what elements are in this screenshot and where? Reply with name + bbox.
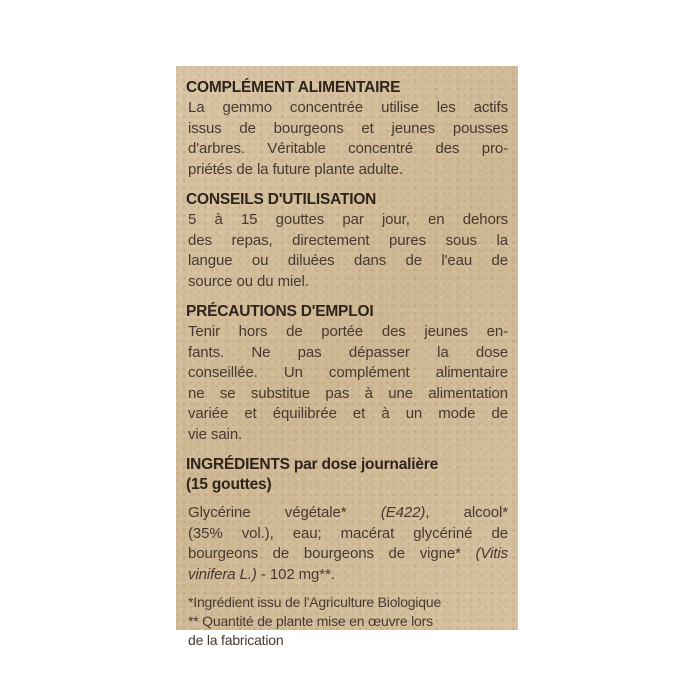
footnotes bbox=[188, 593, 508, 650]
ingredients-heading-dose: (15 gouttes) bbox=[186, 476, 272, 493]
conseils-line-2: des repas, directement pures sous la bbox=[188, 231, 508, 249]
precautions-text bbox=[188, 322, 508, 445]
ingredients-line-1-a: Glycérine végétale* bbox=[188, 504, 381, 521]
complement-line-1: La gemmo concentrée utilise les actifs bbox=[188, 99, 508, 116]
conseils-heading: CONSEILS D'UTILISATION bbox=[186, 191, 377, 208]
complement-line-2: issus de bourgeons et jeunes pousses bbox=[188, 119, 508, 137]
ingredients-heading bbox=[186, 455, 508, 475]
spacer bbox=[186, 445, 508, 455]
ingredients-line-1-c: , alcool* bbox=[425, 504, 508, 521]
precautions-heading: PRÉCAUTIONS D'EMPLOI bbox=[186, 303, 374, 320]
precautions-line-4: ne se substitue pas à une alimentation bbox=[188, 384, 508, 402]
precautions-line-1: Tenir hors de portée des jeunes en- bbox=[188, 323, 508, 340]
ingredients-line-4-latin: vinifera L.) bbox=[188, 565, 257, 583]
spacer bbox=[186, 292, 508, 302]
footnote-organic: *Ingrédient issu de l'Agriculture Biologique bbox=[188, 594, 442, 610]
ingredients-line-1 bbox=[188, 503, 508, 524]
complement-text bbox=[188, 98, 508, 180]
precautions-line-3: conseillée. Un complément alimentaire bbox=[188, 364, 508, 381]
product-label bbox=[176, 66, 518, 648]
complement-line-3: d'arbres. Véritable concentré des pro- bbox=[188, 140, 508, 157]
spacer bbox=[186, 495, 508, 503]
precautions-line-6: vie sain. bbox=[188, 425, 243, 443]
spacer bbox=[186, 180, 508, 190]
precautions-line-2: fants. Ne pas dépasser la dose bbox=[188, 343, 508, 361]
conseils-text bbox=[188, 210, 508, 292]
precautions-line-5: variée et équilibrée et à un mode de bbox=[188, 405, 508, 422]
ingredients-heading-rest: par dose journalière bbox=[289, 456, 438, 473]
label-content bbox=[186, 78, 508, 650]
footnote-quantity-line-2: de la fabrication bbox=[188, 632, 284, 648]
complement-heading: COMPLÉMENT ALIMENTAIRE bbox=[186, 79, 401, 96]
spacer bbox=[186, 585, 508, 593]
complement-line-4: priétés de la future plante adulte. bbox=[188, 160, 403, 178]
conseils-line-3: langue ou diluées dans de l'eau de bbox=[188, 252, 508, 269]
ingredients-line-4 bbox=[188, 565, 508, 586]
conseils-line-4: source ou du miel. bbox=[188, 272, 309, 290]
conseils-line-1: 5 à 15 gouttes par jour, en dehors bbox=[188, 211, 508, 228]
ingredients-line-3 bbox=[188, 544, 508, 565]
ingredients-line-3-latin: (Vitis bbox=[475, 545, 508, 562]
ingredients-line-2: (35% vol.), eau; macérat glycériné de bbox=[188, 524, 508, 542]
ingredients-line-4-b: - 102 mg**. bbox=[256, 565, 335, 583]
ingredients-text bbox=[188, 503, 508, 585]
ingredients-line-1-code: (E422) bbox=[380, 504, 426, 521]
ingredients-line-3-a: bourgeons de bourgeons de vigne* bbox=[188, 545, 476, 562]
ingredients-heading-bold: INGRÉDIENTS bbox=[186, 456, 290, 473]
footnote-quantity-line-1: ** Quantité de plante mise en œuvre lors bbox=[188, 613, 433, 629]
